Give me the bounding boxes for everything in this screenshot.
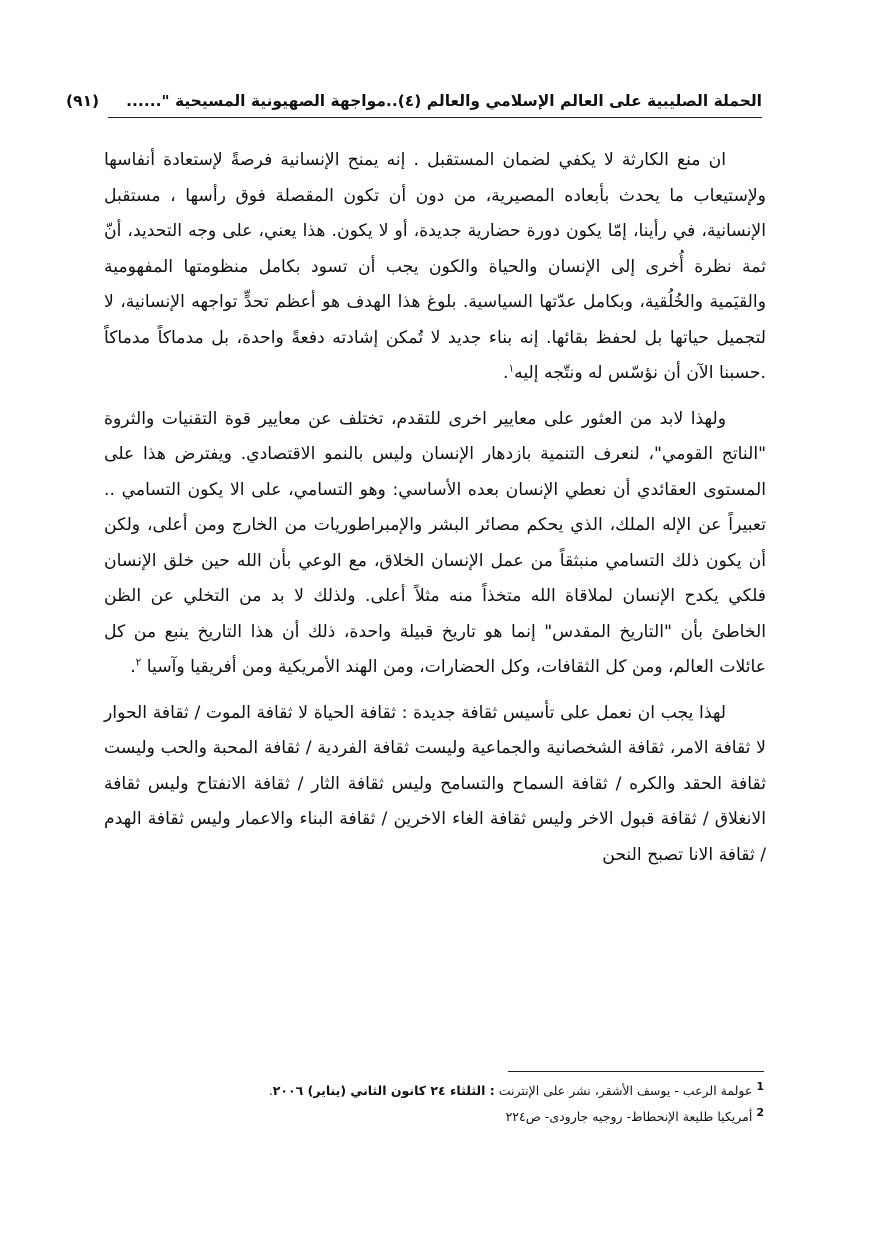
footnote-number: 2 [756,1105,764,1119]
footnote-reference: ١ [508,362,515,375]
footnotes [150,1078,764,1130]
footnote-text: عولمة الرعب - يوسف الأشقر، نشر على الإنترنت [494,1083,753,1098]
footnote-number: 1 [756,1079,764,1093]
footnote-1 [150,1078,764,1104]
footnote-date: : الثلثاء ٢٤ كانون الثاني (يناير) ٢٠٠٦ [272,1083,495,1098]
running-header [66,88,762,118]
paragraph-3 [104,696,766,874]
footnote-end: . [268,1083,273,1098]
paragraph-text: لهذا يجب ان نعمل على تأسيس ثقافة جديدة : ثقافة الحياة لا ثقافة الموت / ثقافة الحوار لا ثقافة الامر، ثقافة الشخصانية والجماعية وليست ثقافة الفردية / ثقافة المحبة والحب وليست ثقافة الحقد والكره / ثقافة السماح والتسامح وليس ثقافة الثار / ثقافة الانفتاح وليس ثقافة الانغلاق / ثقافة قبول الاخر وليس ثقافة الغاء الاخرين / ثقافة البناء والاعمار وليس ثقافة الهدم / ثقافة الانا تصبح النحن [104,702,766,865]
paragraph-2: ولهذا لابد من العثور على معايير اخرى للتقدم، تختلف عن معايير قوة التقنيات والثروة "الناتج القومي"، لنعرف التنمية بازدهار الإنسان وليس بالنمو الاقتصادي. ويفترض هذا على المستوى العقائدي أن نعطي الإنسان بعده الأساسي: وهو التسامي، على الا يكون التسامي .. تعبيراً عن الإله الملك، الذي يحكم مصائر البشر والإمبراطوريات من الخارج ومن أعلى، ولكن أن يكون ذلك التسامي منبثقاً من عمل الإنسان الخلاق، مع الوعي بأن الله حين خلق الإنسان فلكي يكدح الإنسان لملاقاة الله متخذاً منه مثلاً أعلى. ولذلك لا بد من التخلي عن الظن الخاطئ بأن "التاريخ المقدس" إنما هو تاريخ قبيلة واحدة، ذلك أن هذا التاريخ ينبع من كل عائلات العالم، ومن كل الثقافات، وكل الحضارات، ومن الهند الأمريكية ومن أفريقيا وآسيا $^٢$. [104,408,766,677]
page-number: (٩١) [66,92,100,110]
footnote-reference: ٢ [135,656,142,669]
paragraph-1: ان منع الكارثة لا يكفي لضمان المستقبل . إنه يمنح الإنسانية فرصةً لإستعادة أنفاسها ولإستيعاب ما يحدث بأبعاده المصيرية، من دون أن تكون المقصلة فوق رأسها ، مستقبل الإنسانية، في رأينا، إمّا يكون دورة حضارية جديدة، أو لا يكون. هذا يعني، على وجه التحديد، أنّ ثمة نظرة أُخرى إلى الإنسان والحياة والكون يجب أن تسود بكامل منظومتها المفهومية والقيَمية والخُلُقية، وبكامل عدّتها السياسية. بلوغ هذا الهدف هو أعظم تحدٍّ تواجهه الإنسانية، لا لتجميل حياتها بل لحفظ بقائها. إنه بناء جديد لا تُمكن إشادته دفعةً واحدة، بل مدماكاً مدماكاً .حسبنا الآن أن نؤسّس له ونتّجه إليه$^١$. [104,150,766,383]
header-title: الحملة الصليبية على العالم الإسلامي والعالم (٤)..مواجهة الصهيونية المسيحية "...... [126,92,762,110]
footnote-2 [150,1104,764,1130]
footnote-text: أمريكيا طليعة الإنحطاط- روجيه جارودى- ص٢٢٤ [505,1109,753,1124]
header-rule [108,117,762,118]
paragraph-text: ولهذا لابد من العثور على معايير اخرى للتقدم، تختلف عن معايير قوة التقنيات والثروة "الناتج القومي"، لنعرف التنمية بازدهار الإنسان وليس بالنمو الاقتصادي. ويفترض هذا على المستوى العقائدي أن نعطي الإنسان بعده الأساسي: وهو التسامي، على الا يكون التسامي .. تعبيراً عن الإله الملك، الذي يحكم مصائر البشر والإمبراطوريات من الخارج ومن أعلى، ولكن أن يكون ذلك التسامي منبثقاً من عمل الإنسان الخلاق، مع الوعي بأن الله حين خلق الإنسان فلكي يكدح الإنسان لملاقاة الله متخذاً منه مثلاً أعلى. ولذلك لا بد من التخلي عن الظن الخاطئ بأن "التاريخ المقدس" إنما هو تاريخ قبيلة واحدة، ذلك أن هذا التاريخ ينبع من كل عائلات العالم، ومن كل الثقافات، وكل الحضارات، ومن الهند الأمريكية ومن أفريقيا وآسيا [104,408,766,677]
main-text [104,143,766,883]
paragraph-text: ان منع الكارثة لا يكفي لضمان المستقبل . إنه يمنح الإنسانية فرصةً لإستعادة أنفاسها ولإستيعاب ما يحدث بأبعاده المصيرية، من دون أن تكون المقصلة فوق رأسها ، مستقبل الإنسانية، في رأينا، إمّا يكون دورة حضارية جديدة، أو لا يكون. هذا يعني، على وجه التحديد، أنّ ثمة نظرة أُخرى إلى الإنسان والحياة والكون يجب أن تسود بكامل منظومتها المفهومية والقيَمية والخُلُقية، وبكامل عدّتها السياسية. بلوغ هذا الهدف هو أعظم تحدٍّ تواجهه الإنسانية، لا لتجميل حياتها بل لحفظ بقائها. إنه بناء جديد لا تُمكن إشادته دفعةً واحدة، بل مدماكاً مدماكاً .حسبنا الآن أن نؤسّس له ونتّجه إليه [104,150,766,383]
footnote-separator [508,1071,764,1072]
